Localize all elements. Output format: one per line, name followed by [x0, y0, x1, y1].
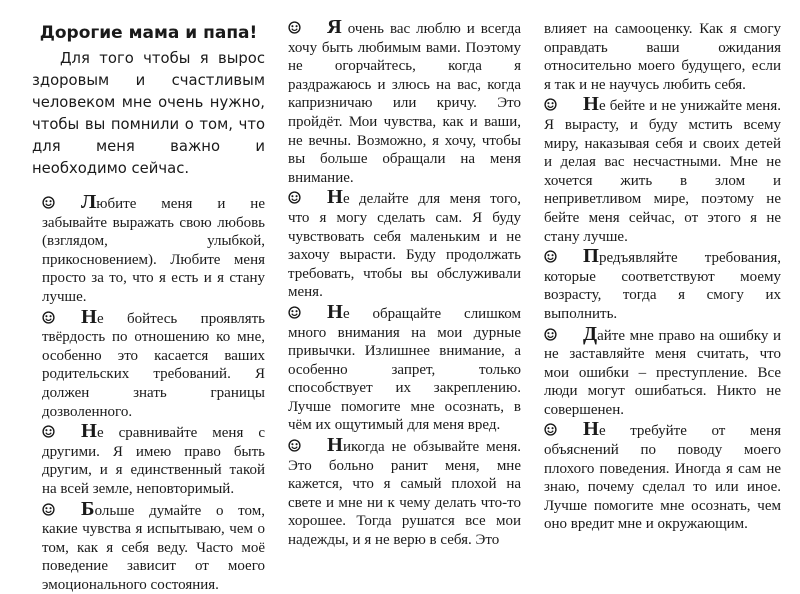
tab-spacer [55, 207, 81, 208]
advice-text: икогда не обзывайте меня. Это больно ранит меня, мне кажется, что я самый плохой на свете и мне ни к чему делать что-то хорошее. Тогда рушатся все мои надежды, и я не верю в себя. Это [288, 439, 521, 548]
dropcap-letter: Н [81, 420, 97, 442]
tab-spacer [557, 261, 583, 262]
advice-text: е бейте и не унижайте меня. Я вырасту, и буду мстить всему миру, наказывая себя и своих детей и делая вас несчастными. Мне не хочется жить в злом и неприветливом мире, поэтому не бейте меня сейчас, от этого я не стану лучше. [544, 98, 781, 244]
tab-spacer [557, 109, 583, 110]
advice-item [42, 195, 265, 307]
continuation-paragraph: влияет на самооценку. Как я смогу оправдать ваши ожидания относительно моего будущего, если я так и не научусь любить себя. [544, 20, 781, 94]
advice-item [288, 20, 521, 187]
advice-item [544, 327, 781, 420]
dropcap-letter: Д [583, 323, 597, 345]
advice-item [288, 190, 521, 302]
advice-item [42, 502, 265, 594]
dropcap-letter: Н [327, 186, 343, 208]
advice-text: очень вас люблю и всегда хочу быть любимым вами. Поэтому не огорчайтесь, когда я раздражаюсь и злюсь на вас, когда капризничаю или кричу. Это пройдёт. Мои чувства, как и ваши, не вечны. Возможно, я хочу, чтобы вы больше обращали на меня внимание. [288, 21, 521, 186]
advice-text: е сравнивайте меня с другими. Я имею право быть другим, и я единственный такой на всей земле, неповторимый. [42, 425, 265, 497]
smiley-face-icon [42, 425, 55, 438]
advice-text: е делайте для меня того, что я могу сделать сам. Я буду чувствовать себя маленьким и не захочу вырасти. Буду продолжать требовать, чтобы вы обслуживали меня. [288, 191, 521, 300]
advice-item [544, 422, 781, 534]
tab-spacer [557, 434, 583, 435]
tab-spacer [301, 450, 327, 451]
dropcap-letter: Н [583, 418, 599, 440]
dropcap-letter: Я [327, 16, 342, 38]
tab-spacer [301, 32, 327, 33]
advice-item [288, 305, 521, 435]
tab-spacer [55, 322, 81, 323]
advice-item [288, 438, 521, 550]
advice-item [42, 310, 265, 422]
column-2 [288, 20, 521, 566]
advice-item [544, 97, 781, 246]
tab-spacer [301, 317, 327, 318]
intro-paragraph: Для того чтобы я вырос здоровым и счастливым человеком мне очень нужно, чтобы вы помнили о том, что для меня важно и необходимо сейчас. [32, 48, 265, 180]
advice-text: е бойтесь проявлять твёрдость по отношению ко мне, особенно это касается ваших родительских требований. Я должен знать границы дозволенного. [42, 311, 265, 420]
column-3 [544, 20, 781, 566]
smiley-face-icon [288, 191, 301, 204]
smiley-face-icon [42, 196, 55, 209]
smiley-face-icon [288, 21, 301, 34]
dropcap-letter: Б [81, 498, 95, 520]
smiley-face-icon [544, 423, 557, 436]
advice-text: редъявляйте требования, которые соответствуют моему возрасту, тогда я смогу их выполнить. [544, 250, 781, 322]
dropcap-letter: Н [81, 306, 97, 328]
advice-text: е требуйте от меня объяснений по поводу моего плохого поведения. Иногда я сам не знаю, почему сделал то или иное. Лучше помогите мне осознать, чем оно вредит мне и окружающим. [544, 423, 781, 532]
smiley-face-icon [42, 311, 55, 324]
smiley-face-icon [288, 306, 301, 319]
smiley-face-icon [544, 98, 557, 111]
advice-item [544, 249, 781, 323]
advice-text: ольше думайте о том, какие чувства я испытываю, чем о том, как я себя веду. Часто моё поведение зависит от моего эмоционального состояния. [42, 503, 265, 593]
column-1 [32, 20, 265, 566]
dropcap-letter: Н [327, 301, 343, 323]
tab-spacer [301, 202, 327, 203]
advice-item [42, 424, 265, 498]
dropcap-letter: Н [583, 93, 599, 115]
advice-text: юбите меня и не забывайте выражать свою любовь (взглядом, улыбкой, прикосновением). Любите меня просто за то, что я есть и я стану лучше. [42, 196, 265, 305]
dropcap-letter: Л [81, 191, 96, 213]
smiley-face-icon [544, 250, 557, 263]
page-title: Дорогие мама и папа! [32, 22, 265, 44]
advice-text: айте мне право на ошибку и не заставляйте меня считать, что мои ошибки – преступление. Все люди могут ошибаться. Никто не совершенен. [544, 328, 781, 418]
tab-spacer [557, 339, 583, 340]
tab-spacer [55, 514, 81, 515]
smiley-face-icon [288, 439, 301, 452]
smiley-face-icon [42, 503, 55, 516]
dropcap-letter: Н [327, 434, 343, 456]
smiley-face-icon [544, 328, 557, 341]
tab-spacer [55, 436, 81, 437]
dropcap-letter: П [583, 245, 599, 267]
advice-text: е обращайте слишком много внимания на мои дурные привычки. Излишнее внимание, а особенно запрет, только способствует их закреплению. Лучше помогите мне осознать, в чём их ощутимый для меня вред. [288, 306, 521, 434]
